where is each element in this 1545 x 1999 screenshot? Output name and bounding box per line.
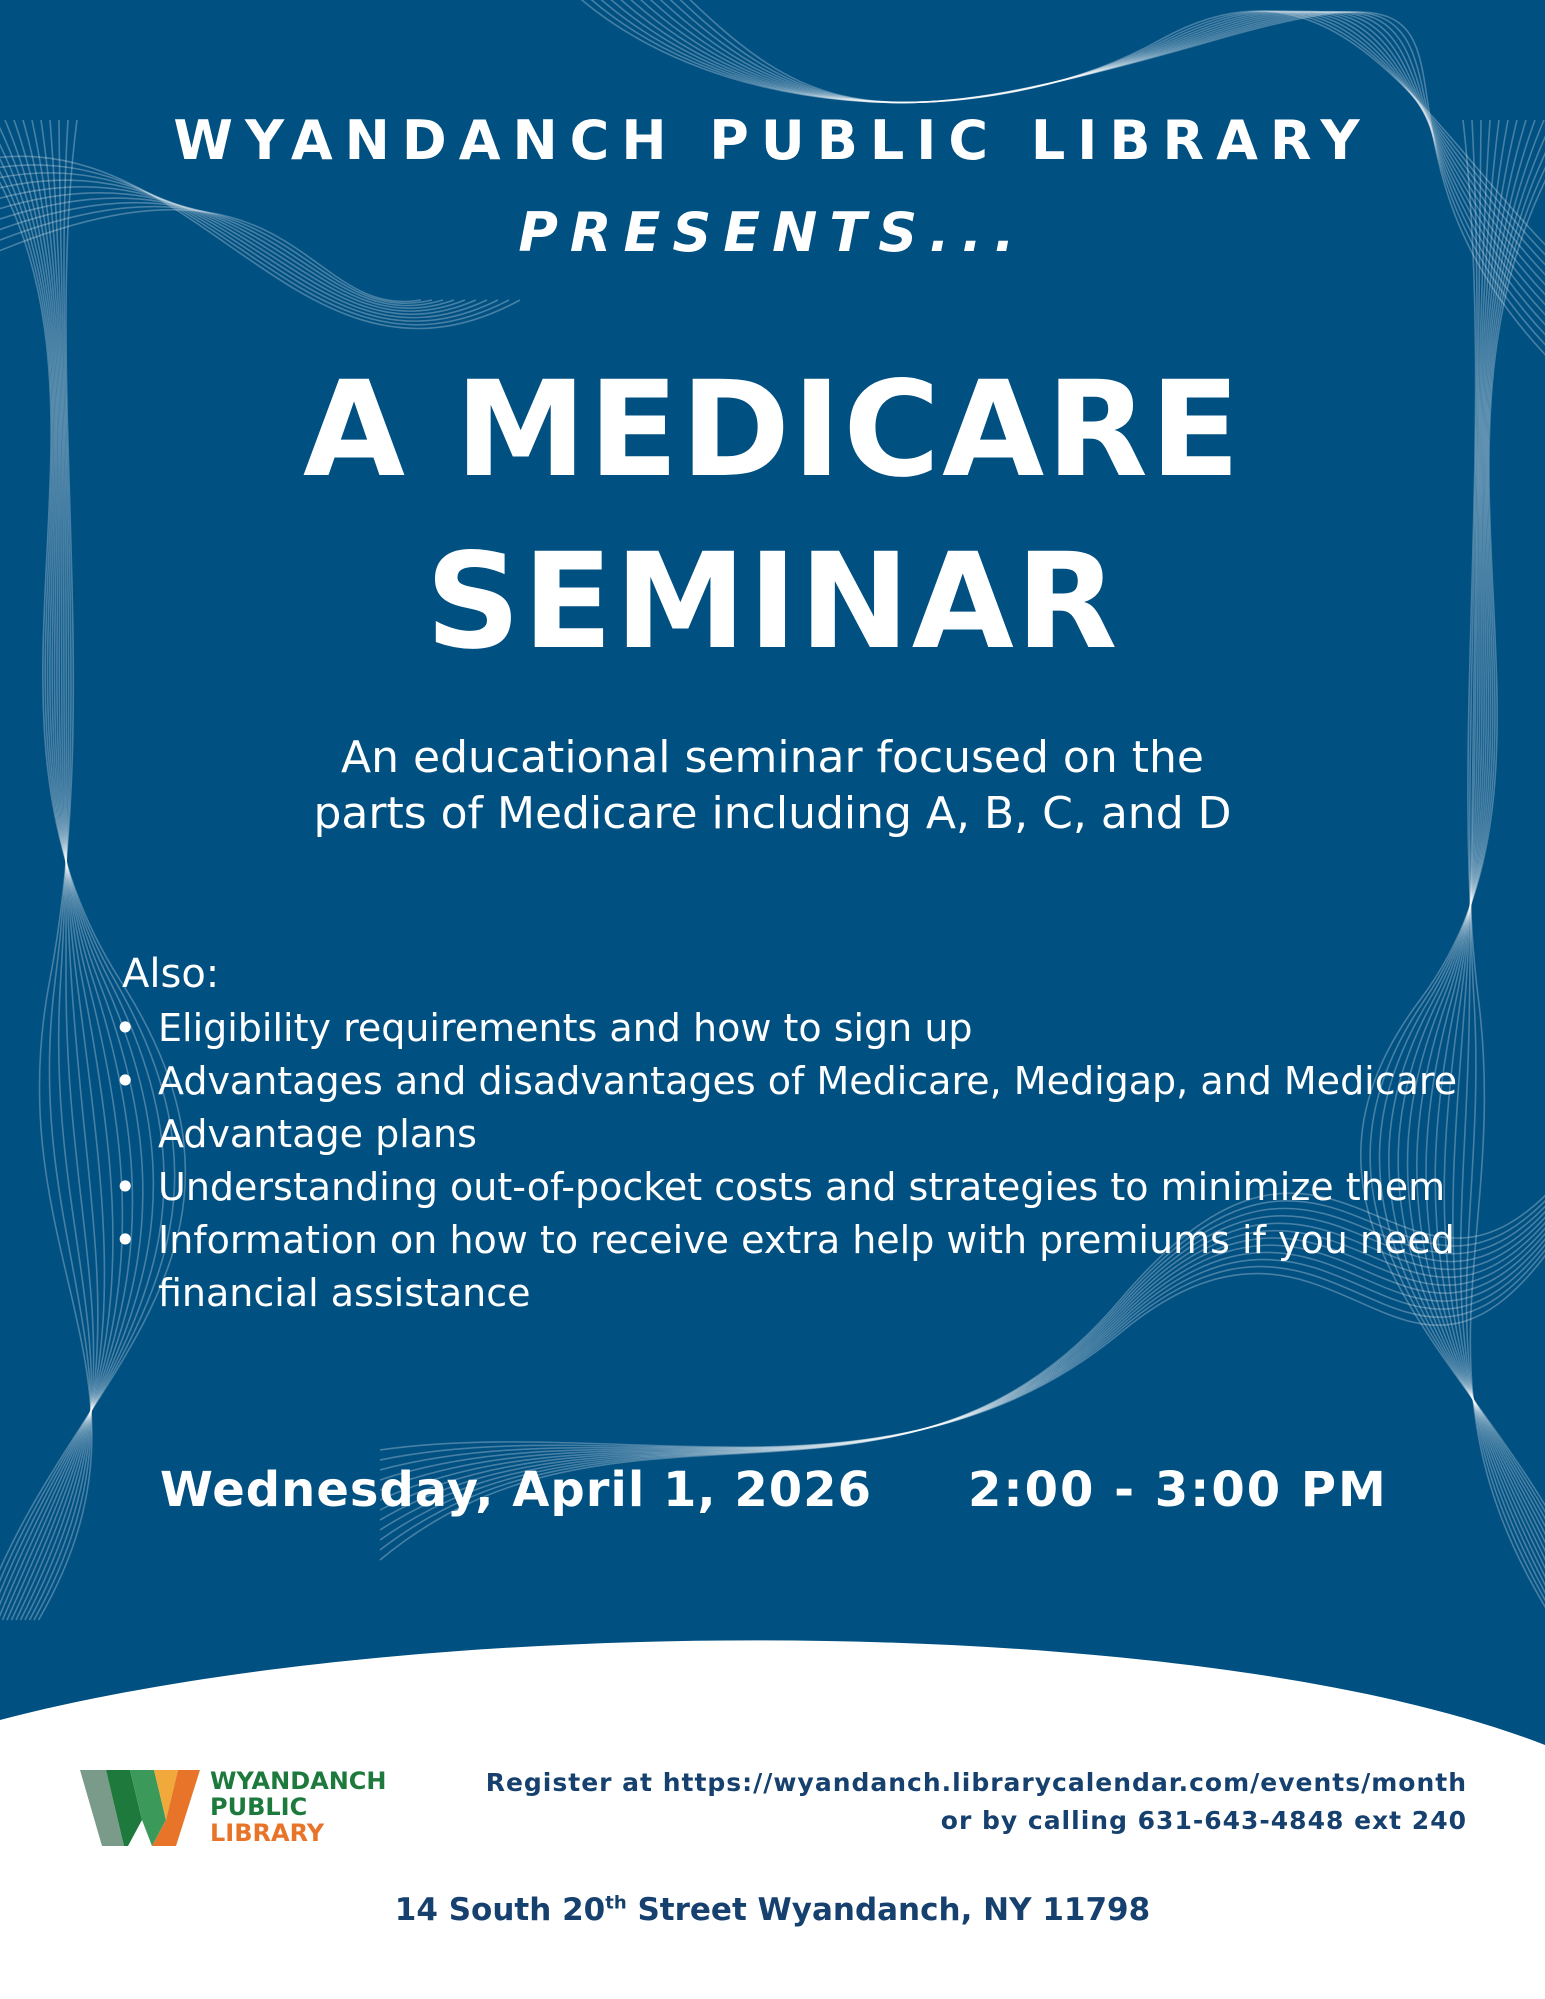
address-number: 14 South 20	[394, 1892, 606, 1928]
address-rest: Street Wyandanch, NY 11798	[626, 1892, 1151, 1928]
description-line-1: An educational seminar focused on the	[341, 732, 1204, 783]
organization-heading: WYANDANCH PUBLIC LIBRARY	[173, 109, 1372, 172]
list-item-text: Eligibility requirements and how to sign up	[158, 1006, 973, 1050]
list-item	[110, 1055, 1470, 1161]
list-item	[110, 1002, 1470, 1055]
event-time: 2:00 - 3:00 PM	[968, 1462, 1388, 1518]
topics-list	[110, 1002, 1470, 1320]
list-item-text: Advantages and disadvantages of Medicare, Medigap, and Medicare Advantage plans	[158, 1059, 1458, 1156]
seminar-description	[0, 730, 1545, 842]
list-item	[110, 1161, 1470, 1214]
address-ordinal: th	[605, 1892, 627, 1914]
bullet-icon: •	[114, 1006, 137, 1050]
register-url-line: Register at https://wyandanch.librarycalendar.com/events/month	[485, 1768, 1467, 1797]
list-item	[110, 1214, 1470, 1320]
bullet-icon: •	[114, 1059, 137, 1103]
title-line-2: SEMINAR	[425, 525, 1120, 679]
logo-wordmark	[210, 1768, 450, 1846]
title-line-1: A MEDICARE	[302, 353, 1243, 507]
bullet-icon: •	[114, 1218, 137, 1262]
wyandanch-w-logo-icon	[80, 1770, 200, 1846]
library-logo	[80, 1762, 440, 1852]
bullet-icon: •	[114, 1165, 137, 1209]
list-item-text: Understanding out-of-pocket costs and strategies to minimize them	[158, 1165, 1446, 1209]
logo-word-1: WYANDANCH	[210, 1767, 387, 1795]
list-item-text: Information on how to receive extra help with premiums if you need financial assistance	[158, 1218, 1455, 1315]
registration-info	[467, 1764, 1467, 1840]
description-line-2: parts of Medicare including A, B, C, and D	[313, 788, 1232, 839]
also-label: Also:	[122, 951, 220, 997]
presents-heading: PRESENTS...	[518, 201, 1027, 264]
library-address	[0, 1888, 1545, 1932]
logo-word-2: PUBLIC	[210, 1793, 308, 1821]
logo-word-3: LIBRARY	[210, 1819, 325, 1847]
register-phone-line: or by calling 631-643-4848 ext 240	[940, 1806, 1467, 1835]
event-date: Wednesday, April 1, 2026	[160, 1462, 872, 1518]
